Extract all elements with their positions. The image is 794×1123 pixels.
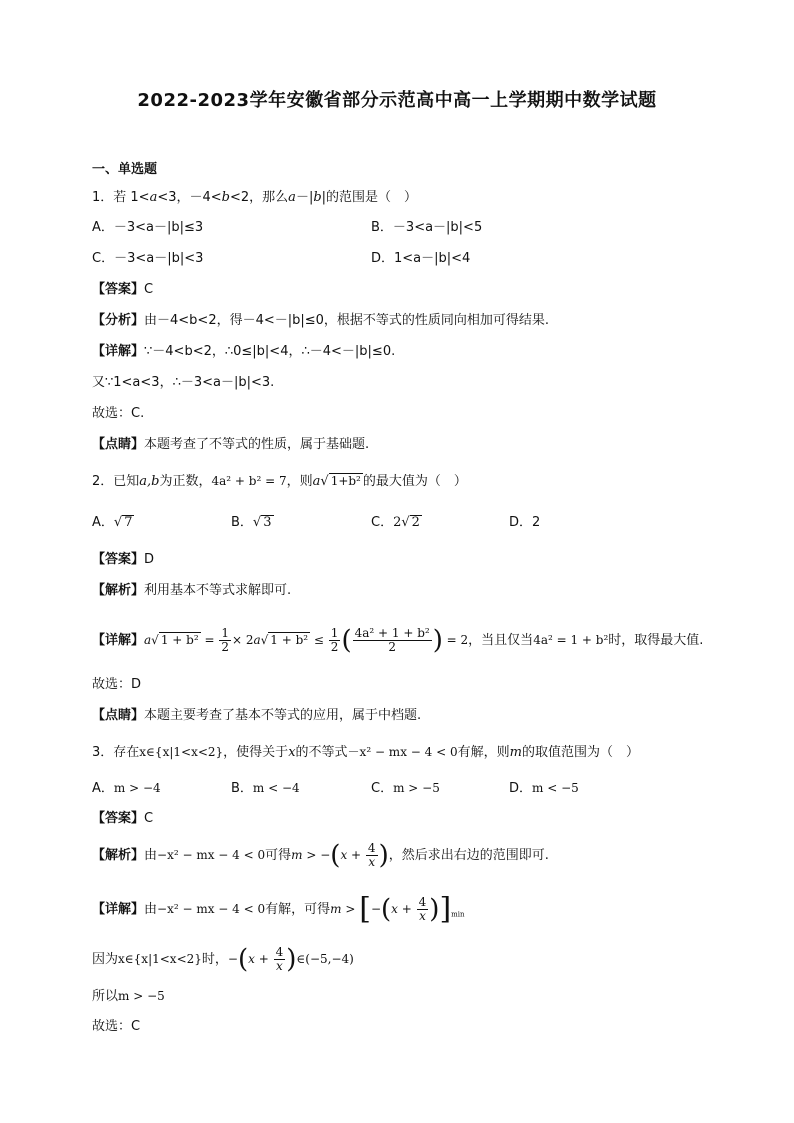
q1-analysis: 【分析】由－4<b<2，得－4<－|b|≤0，根据不等式的性质同向相加可得结果. [92,313,550,328]
section-heading: 一、单选题 [92,162,158,177]
q2-stem: 2．已知a,b为正数，4a² + b² = 7，则a√ 1+b² 的最大值为（ ） [92,474,467,489]
q2-detail: 【详解】a√ 1 + b² = $\frac{1}{2}$ × 2a√ 1 + b² ≤ $\frac{1}{2}$ ( $\frac{\text{4a² + 1 + b²}}{2}$ ) = 2，当且仅当4a² = 1 + b²时，取得最大值. [92,625,704,656]
q3-analysis-formula: m > −(x + $\frac{4}{x}$ ) [291,840,389,871]
q1-answer: 【答案】C [92,282,154,297]
q2-detail-tag: 【详解】 [92,633,145,648]
q2-choose: 故选：D [92,677,142,692]
q2-option-c: C．2√ 2 [371,515,420,530]
q1-option-a: A．－3<a－|b|≤3 [92,220,204,235]
q2-comment: 【点睛】本题主要考查了基本不等式的应用，属于中档题. [92,708,422,723]
q3-choose: 故选：C [92,1019,141,1034]
q3-analysis: 【解析】由−x² − mx − 4 < 0可得m > −(x + $\frac{4}{x}$ )，然后求出右边的范围即可. [92,840,549,871]
q1-option-c: C．－3<a－|b|<3 [92,251,204,266]
q3-because: 因为x∈{x|1<x<2}时，−(x + $\frac{4}{x}$ )∈(−5,−4) [92,944,354,975]
q3-because-formula: −(x + $\frac{4}{x}$ ) [227,944,297,975]
q2-analysis: 【解析】利用基本不等式求解即可. [92,583,292,598]
q3-detail-formula: m > [−(x + $\frac{4}{x}$ )]$_{min}$ [330,891,465,927]
q2-option-b: B．√ 3 [231,515,272,530]
q3-detail: 【详解】由−x² − mx − 4 < 0有解，可得m > [−(x + $\frac{4}{x}$ )]$_{min}$ [92,891,465,927]
q3-answer: 【答案】C [92,811,154,826]
q3-option-b: B．m < −4 [231,781,300,796]
q3-stem: 3．存在x∈{x|1<x<2}，使得关于x的不等式－x² − mx − 4 < 0有解，则m的取值范围为（ ） [92,745,639,760]
page-title: 2022-2023学年安徽省部分示范高中高一上学期期中数学试题 [137,90,657,111]
q1-comment: 【点睛】本题考查了不等式的性质，属于基础题. [92,437,370,452]
q2-option-d: D．2 [509,515,541,530]
q1-option-d: D．1<a－|b|<4 [371,251,471,266]
q3-so: 所以m > −5 [92,989,165,1004]
q1-choose: 故选：C. [92,406,145,421]
q3-option-c: C．m > −5 [371,781,440,796]
q1-detail: 【详解】∵－4<b<2，∴0≤|b|<4，∴－4<－|b|≤0. [92,344,396,359]
q1-stem: 1．若 1<a<3，－4<b<2，那么a－|b|的范围是（ ） [92,190,418,205]
q2-detail-formula: a√ 1 + b² = $\frac{1}{2}$ × 2a√ 1 + b² ≤ $\frac{1}{2}$ ( $\frac{\text{4a² + 1 + b²}}{2}$ ) = 2 [144,625,469,656]
q1-detail-2: 又∵1<a<3，∴－3<a－|b|<3. [92,375,275,390]
q2-option-a: A．√ 7 [92,515,133,530]
q1-option-b: B．－3<a－|b|<5 [371,220,483,235]
q3-option-d: D．m < −5 [509,781,579,796]
q2-answer: 【答案】D [92,552,155,567]
q3-option-a: A．m > −4 [92,781,161,796]
